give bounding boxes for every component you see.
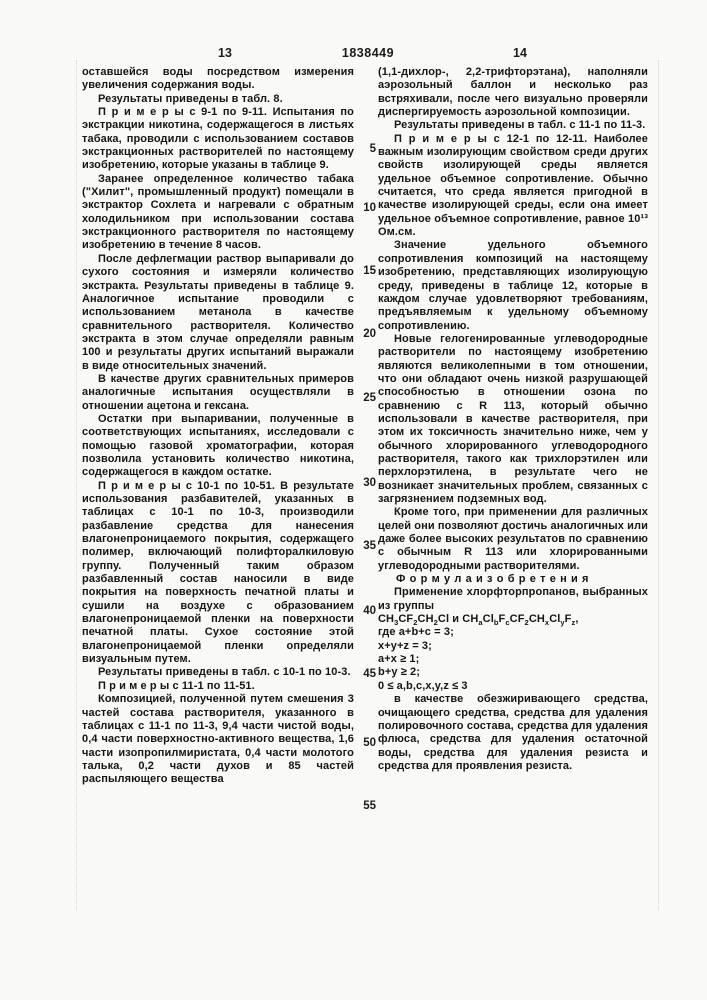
left-paragraph: оставшейся воды посредством измерения увеличения содержания воды. <box>82 66 354 92</box>
right-paragraph: Результаты приведены в табл. с 11-1 по 11-3. <box>394 119 646 132</box>
line-number: 25 <box>363 392 376 404</box>
scan-edge-artifact-left <box>76 60 77 910</box>
page-number-right: 14 <box>513 46 527 60</box>
line-number: 40 <box>363 605 376 617</box>
line-number: 20 <box>363 328 376 340</box>
line-number: 45 <box>363 668 376 680</box>
claim-heading: Ф о р м у л а и з о б р е т е н и я <box>396 573 590 586</box>
right-column <box>378 66 648 773</box>
left-paragraph: Заранее определенное количество табака ("Хилит", промышленный продукт) помещали в экстрактор Сохлета и нагревали с обратным холодильником при использовании состава экстракционного растворителя по настоящему изобретению в течение 8 часов. <box>82 172 354 252</box>
claim-intro: Применение хлорфторпропанов, выбранных из группы <box>378 586 648 612</box>
line-number: 5 <box>369 143 376 155</box>
left-paragraph: Остатки при выпаривании, полученные в соответствующих испытаниях, исследовали с помощью газовой хроматографии, которая позволила установить количество никотина, содержащегося в каждом остатке. <box>82 412 354 479</box>
page-number-left: 13 <box>218 46 232 60</box>
line-number: 10 <box>363 202 376 214</box>
left-paragraph: П р и м е р ы с 11-1 по 11-51. <box>98 679 255 692</box>
scan-edge-artifact-right <box>658 60 659 910</box>
claim-condition: x+y+z = 3; <box>378 639 432 652</box>
left-paragraph: В качестве других сравнительных примеров аналогичные испытания осуществляли в отношении ацетона и гексана. <box>82 372 354 412</box>
left-paragraph: Результаты приведены в табл. 8. <box>98 92 283 105</box>
left-paragraph: Результаты приведены в табл. с 10-1 по 10-3. <box>98 666 351 679</box>
line-number: 55 <box>363 800 376 812</box>
right-paragraph: Новые гелогенированные углеводородные растворители по настоящему изобретению являются великолепными в том отношении, что они обладают очень низкой разрушающей способностью в отношении озона по сравнению с R 113, который обычно использовали в качестве растворителя, при этом их токсичность значительно ниже, чем у обычного хлорированного углеводородного растворителя, такого как трихлорэтилен или перхлорэтилена, в результате чего не возникает значительных проблем, связанных с загрязнением подземных вод. <box>378 332 648 505</box>
left-paragraph: П р и м е р ы с 10-1 по 10-51. В результате использования разбавителей, указанных в таблицах с 10-1 по 10-3, производили разбавление средства для нанесения влагонепроницаемого покрытия, содержащего полимер, включающий полифторалкиловую группу. Полученный таким образом разбавленный состав наносили в виде покрытия на поверхность печатной платы и сушили на воздухе с образованием влагонепроницаемой пленки на поверхности печатной платы. Сухое состояние этой влагонепроницаемой пленки определяли визуальным путем. <box>82 479 354 666</box>
left-column <box>82 66 354 787</box>
claim-condition: b+y ≥ 2; <box>378 666 420 679</box>
right-paragraph: (1,1-дихлор-, 2,2-трифторэтана), наполняли аэрозольный баллон и несколько раз встряхивали, после чего визуально проверяли диспергируемость аэрозольной композиции. <box>378 66 648 119</box>
claim-condition: a+x ≥ 1; <box>378 653 420 666</box>
claim-condition: 0 ≤ a,b,c,x,y,z ≤ 3 <box>378 679 468 692</box>
chemical-formula: $CH_3CF_2CH_2Cl$ и $CH_aCl_bF_cCF_2CH_xCl_yF_z$, <box>378 613 579 628</box>
left-paragraph: П р и м е р ы с 9-1 по 9-11. Испытания по экстракции никотина, содержащегося в листьях табака, проводили с использованием составов экстракционных растворителей по настоящему изобретению, которые указаны в таблице 9. <box>82 106 354 172</box>
left-paragraph: Композицией, полученной путем смешения 3 частей состава растворителя, указанного в таблицах с 11-1 по 11-3, 9,4 части чистой воды, 0,4 части поверхностно-активного вещества, 1,6 части изопропилмиристата, 0,4 части молотого талька, 0,2 части духов и 85 частей распыляющего вещества <box>82 693 354 786</box>
claim-condition: где a+b+c = 3; <box>378 626 454 639</box>
line-number: 35 <box>363 540 376 552</box>
right-paragraph: П р и м е р ы с 12-1 по 12-11. Наиболее важным изолирующим свойством среди других свойств изолирующей среды является удельное объемное сопротивление. Обычно считается, что среда является пригодной в качестве изолирующей среды, если она имеет удельное объемное сопротивление, равное 10¹³ Ом.см. <box>378 132 648 239</box>
right-paragraph: Кроме того, при применении для различных целей они позволяют достичь аналогичных или даже более высоких результатов по сравнению с обычным R 113 или хлорированными углеводородными растворителями. <box>378 506 648 572</box>
final-paragraph: в качестве обезжиривающего средства, очищающего средства, средства для удаления полировочного состава, средства для удаления флюса, средства для удаления остаточной воды, средства для удаления резиста и средства для проявления резиста. <box>378 693 648 772</box>
line-number: 30 <box>363 477 376 489</box>
left-paragraph: После дефлегмации раствор выпаривали до сухого состояния и измеряли количество экстракта. Результаты приведены в таблице 9. Аналогичное испытание проводили с использованием метанола в качестве сравнительного растворителя. Количество экстракта в этом случае определяли равным 100 и результаты других испытаний выражали в виде относительных значений. <box>82 252 354 372</box>
right-paragraph: Значение удельного объемного сопротивления композиций на настоящему изобретению, представляющих изолирующую среду, приведены в таблице 12, которые в каждом случае удовлетворяют требованиям, предъявляемым к удельному объемному сопротивлению. <box>378 239 648 332</box>
line-number: 50 <box>363 737 376 749</box>
line-number: 15 <box>363 265 376 277</box>
page-header <box>0 46 707 62</box>
patent-number: 1838449 <box>341 46 395 60</box>
